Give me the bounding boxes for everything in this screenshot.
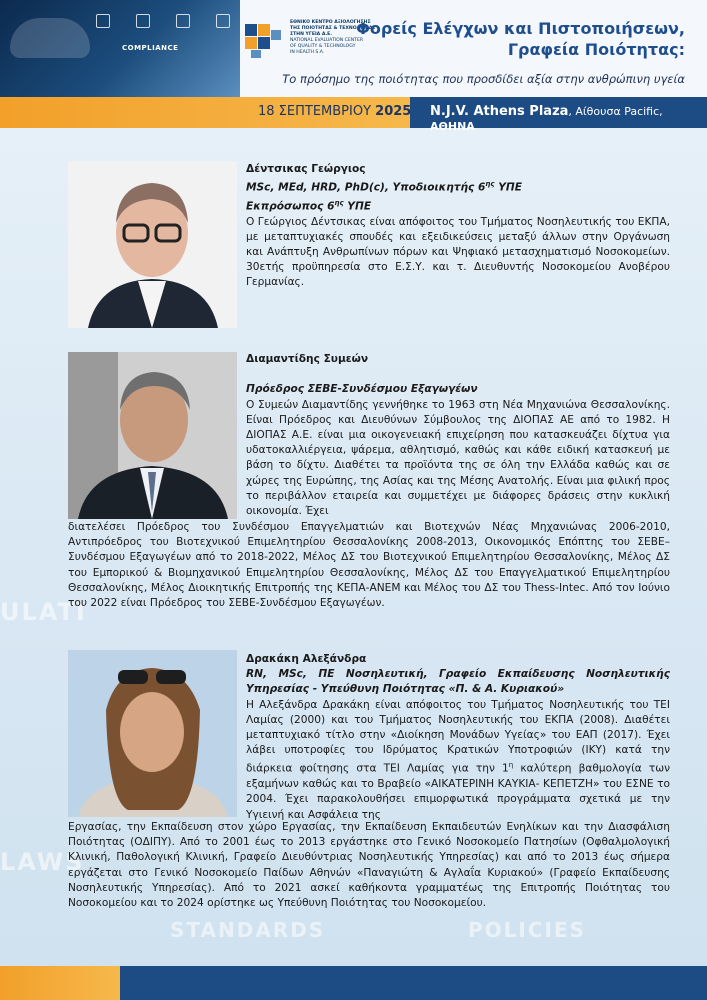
organization-name: ΕΘΝΙΚΟ ΚΕΝΤΡΟ ΑΞΙΟΛΟΓΗΣΗΣ ΤΗΣ ΠΟΙΟΤΗΤΑΣ & ΤΕΧΝΟΛΟΓΙΑΣ ΣΤΗΝ ΥΓΕΙΑ Α.Ε. NATIONAL EVALUATION CENTER OF QUALITY & TECHNOLOGY IN HEALTH S.A. xyxy=(290,20,376,55)
speaker-bio-block xyxy=(246,162,670,291)
watermark-text: POLICIES xyxy=(468,918,587,942)
speaker-role: Πρόεδρος ΣΕΒΕ-Συνδέσμου Εξαγωγέων xyxy=(246,383,478,396)
watermark-text: ULATI xyxy=(0,598,87,626)
watermark-text: LAWS xyxy=(0,848,85,876)
speaker-role: MSc, MEd, HRD, PhD(c), Υποδιοικητής $6^{\eta\varsigma}$ ΥΠΕ xyxy=(246,180,523,194)
header-banner xyxy=(0,0,707,97)
speaker-bio-block xyxy=(246,652,670,823)
speaker-role: RN, MSc, ΠΕ Νοσηλευτική, Γραφείο Εκπαίδευσης Νοσηλευτικής Υπηρεσίας - Υπεύθυνη Ποιότητας «Π. & Α. Κυριακού» xyxy=(246,668,670,696)
speaker-name: Διαμαντίδης Συμεών xyxy=(246,353,369,365)
speaker-bio: Ο Γεώργιος Δέντσικας είναι απόφοιτος του Τμήματος Νοσηλευτικής του ΕΚΠΑ, με μεταπτυχιακές σπουδές και εξειδικεύσεις μεταξύ άλλων στην Οργάνωση και Ανάπτυξη Ανθρωπίνων πόρων και Ψηφιακό μετασχηματισμό Νοσοκομείων. 30ετής προϋπηρεσία στο Ε.Σ.Υ. και τ. Διευθυντής Νοσοκομείου Ανοβέρου Γερμανίας. xyxy=(246,215,670,289)
chart-icon xyxy=(176,14,190,28)
watermark-text: STANDARDS xyxy=(170,918,326,942)
event-title: Φορείς Ελέγχων και Πιστοποιήσεων, Γραφεία Ποιότητας: xyxy=(356,19,685,59)
speaker-bio: Ο Συμεών Διαμαντίδης γεννήθηκε το 1963 στη Νέα Μηχανιώνα Θεσσαλονίκης. Είναι Πρόεδρος και Διευθύνων Σύμβουλος της ΔΙΟΠΑΣ ΑΕ από το 1982. Η ΔΙΟΠΑΣ Α.Ε. είναι μια οικογενειακή επιχείρηση που κατασκευάζει δίχτυα για υδατοκαλλιέργεια, ψάρεμα, αθλητισμό, καθώς και κάθε ειδική κατασκευή με βάση το δίχτυ. Διαθέτει τα προϊόντα της σε όλη την Ελλάδα καθώς και σε χώρες της Ευρώπης, της Ασίας και της Μέσης Ανατολής. Είναι μια φιλική προς το περιβάλλον εταιρεία και συμμετέχει με διάφορες δράσεις στην κυκλική οικονομία. Έχει xyxy=(246,398,670,518)
event-venue: N.J.V. Athens Plaza, Αίθουσα Pacific, ΑΘΗΝΑ xyxy=(430,104,663,133)
speaker-bio-continued: Εργασίας, την Εκπαίδευση στον χώρο Εργασίας, την Εκπαίδευση Εκπαιδευτών Ενηλίκων και την Διασφάλιση Ποιότητας (ΟΔΙΠΥ). Από το 2001 έως το 2013 εργάστηκε στο Γενικό Νοσοκομείο Πατησίων (Οφθαλμολογική Κλινική, Παθολογική Κλινική, Γραφείο Διευθύντριας Νοσηλευτικής Υπηρεσίας) και από το 2013 έως σήμερα εργάζεται στο Γενικό Νοσοκομείο Παίδων Αθηνών «Παναγιώτη & Αγλαΐα Κυριακού» (Γραφείο Εκπαίδευσης Νοσηλευτικής Υπηρεσίας). Από το 2021 ασκεί καθήκοντα γραμματέως της Επιτροπής Ποιότητας του Νοσοκομείου και το 2024 ορίστηκε ως Υπεύθυνη Ποιότητας του Νοσοκομείου. xyxy=(68,821,670,910)
speaker-photo xyxy=(68,650,237,817)
speaker-bio-block xyxy=(246,352,670,519)
speaker-name: Δέντσικας Γεώργιος xyxy=(246,163,366,175)
speaker-photo xyxy=(68,161,237,328)
ekpaity-logo-icon xyxy=(243,18,285,60)
gavel-icon xyxy=(216,14,230,28)
speaker-name: Δρακάκη Αλεξάνδρα xyxy=(246,653,367,665)
hero-label: COMPLIANCE xyxy=(122,44,179,52)
hand-graphic xyxy=(10,18,90,58)
event-date: 18 ΣΕΠΤΕΜΒΡΙΟΥ 2025 xyxy=(258,104,412,119)
speaker-photo xyxy=(68,352,237,519)
document-icon xyxy=(136,14,150,28)
speaker-bio-continued: διατελέσει Πρόεδρος του Συνδέσμου Επαγγελματιών και Βιοτεχνών Νέας Μηχανιώνας 2006-2010, Αντιπρόεδρος του Βιοτεχνικού Επιμελητηρίου Θεσσαλονίκης 2008-2013, Οικονομικός Επόπτης του ΣΕΒΕ–Συνδέσμου Εξαγωγέων από το 2018-2022, Μέλος ΔΣ του Βιοτεχνικού Επιμελητηρίου Θεσσαλονίκης, Μέλος ΔΣ του Εμπορικού & Βιομηχανικού Επιμελητηρίου Θεσσαλονίκης, Μέλος ΔΣ του Επαγγελματικού Επιμελητηρίου Θεσσαλονίκης, Μέλος Διοικητικής Επιτροπής της ΚΕΠΑ-ΑΝΕΜ και Μέλος του ΔΣ του Thess-Intec. Από τον Ιούνιο του 2022 είναι Πρόεδρος του ΣΕΒΕ-Συνδέσμου Εξαγωγέων. xyxy=(68,521,670,610)
footer-accent xyxy=(0,966,120,1000)
event-subtitle: Το πρόσημο της ποιότητας που προσδίδει αξία στην ανθρώπινη υγεία xyxy=(282,72,685,86)
speaker-bio: Η Αλεξάνδρα Δρακάκη είναι απόφοιτος του Τμήματος Νοσηλευτικής του ΤΕΙ Λαμίας (2000) και του Τμήματος Νοσηλευτικής του ΕΚΠΑ (2008). Διαθέτει μεταπτυχιακό τίτλο στην «Διοίκηση Μονάδων Υγείας» του ΕΑΠ (2017). Έχει λάβει υποτροφίες του Ιδρύματος Κρατικών Υποτροφιών (ΙΚΥ) κατά την διάρκεια φοίτησης στα ΤΕΙ Λαμίας για την $1^\eta$ καλύτερη βαθμολογία των εξαμήνων καθώς και το Βραβείο «ΑΙΚΑΤΕΡΙΝΗ ΚΑΥΚΙΑ- ΚΕΠΕΤΖΗ» του ΕΣΝΕ το 2004. Έχει παρακολουθήσει επιμορφωτικά προγράμματα σχετικά με την Υγιεινή και Ασφάλεια της xyxy=(246,698,670,821)
hero-image xyxy=(0,0,240,97)
building-icon xyxy=(96,14,110,28)
speaker-role: Εκπρόσωπος $6^{\eta\varsigma}$ ΥΠΕ xyxy=(246,198,372,213)
